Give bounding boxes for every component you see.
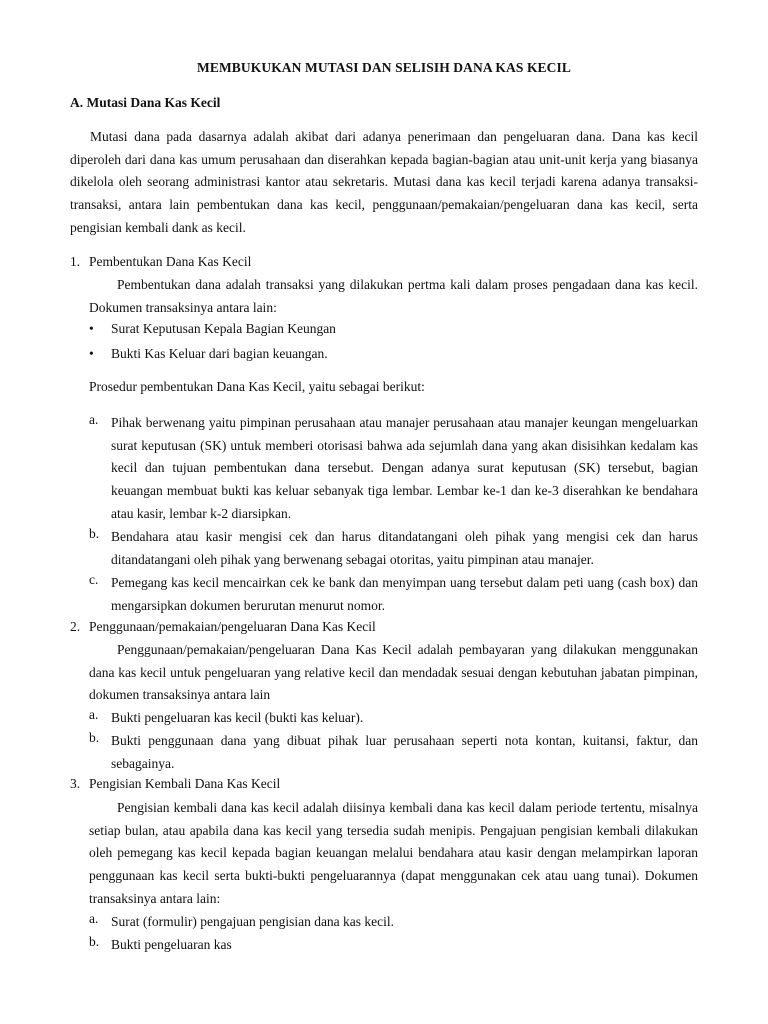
item2-number: 2. <box>70 619 81 634</box>
section-a-intro: Mutasi dana pada dasarnya adalah akibat dari adanya penerimaan dan pengeluaran dana. Dana kas kecil diperoleh dari dana kas umum perusahaan dan diserahkan kepada bagian-bagian atau unit-unit kerja yang biasanya dikelola oleh seorang administrasi kantor atau sekretaris. Mutasi dana kas kecil terjadi karena adanya transaksi-transaksi, antara lain pembentukan dana kas kecil, penggunaan/pemakaian/pengeluaran dana kas kecil, serta pengisian kembali dank as kecil. <box>70 129 698 235</box>
item2-paragraph: Penggunaan/pemakaian/pengeluaran Dana Kas Kecil adalah pembayaran yang dilakukan menggunakan dana kas kecil untuk pengeluaran yang relative kecil dan mendadak sesuai dengan kebutuhan jabatan pimpinan, dokumen transaksinya antara lain <box>89 642 698 703</box>
step-label: b. <box>89 730 100 745</box>
step-text: Surat (formulir) pengajuan pengisian dana kas kecil. <box>111 914 395 929</box>
bullet-icon: • <box>89 346 94 361</box>
item1-title: Pembentukan Dana Kas Kecil <box>89 254 252 269</box>
step-text: Bukti pengeluaran kas <box>111 937 232 952</box>
step-text: Bendahara atau kasir mengisi cek dan harus ditandatangani oleh pihak yang mengisi cek dan harus ditandatangani oleh pihak yang berwenang sebagai otoritas, yaitu pimpinan atau manajer. <box>111 529 698 567</box>
item1-paragraph: Pembentukan dana adalah transaksi yang dilakukan pertma kali dalam proses pengadaan dana kas kecil. Dokumen transaksinya antara lain: <box>89 277 698 315</box>
step-text: Bukti penggunaan dana yang dibuat pihak luar perusahaan seperti nota kontan, kuitansi, faktur, dan sebagainya. <box>111 733 698 771</box>
step-text: Pemegang kas kecil mencairkan cek ke bank dan menyimpan uang tersebut dalam peti uang (cash box) dan mengarsipkan dokumen berurutan menurut nomor. <box>111 575 698 613</box>
list-item <box>89 346 698 368</box>
bullet-text: Surat Keputusan Kepala Bagian Keungan <box>111 321 336 336</box>
step-label: a. <box>89 412 99 427</box>
document-title: MEMBUKUKAN MUTASI DAN SELISIH DANA KAS KECIL <box>197 60 571 75</box>
item3-number: 3. <box>70 776 81 791</box>
step-label: a. <box>89 707 99 722</box>
item3-paragraph: Pengisian kembali dana kas kecil adalah diisinya kembali dana kas kecil dalam periode tertentu, misalnya setiap bulan, atau apabila dana kas kecil yang tersedia sudah menipis. Pengajuan pengisian kembali dilakukan oleh pemegang kas kecil kepada bagian keuangan melalui bendahara atau kasir dengan melampirkan laporan penggunaan kas kecil serta bukti-bukti pengeluarannya (dapat menggunakan cek atau uang tunai). Dokumen transaksinya antara lain: <box>89 800 698 906</box>
step-label: b. <box>89 526 100 541</box>
bullet-icon: • <box>89 321 94 336</box>
item1-number: 1. <box>70 254 81 269</box>
step-text: Bukti pengeluaran kas kecil (bukti kas keluar). <box>111 710 364 725</box>
procedure-intro: Prosedur pembentukan Dana Kas Kecil, yaitu sebagai berikut: <box>89 379 425 394</box>
step-label: b. <box>89 934 100 949</box>
item2-title: Penggunaan/pemakaian/pengeluaran Dana Kas Kecil <box>89 619 376 634</box>
step-text: Pihak berwenang yaitu pimpinan perusahaan atau manajer perusahaan atau manajer keungan mengeluarkan surat keputusan (SK) untuk memberi otorisasi bahwa ada sejumlah dana yang akan disisihkan kedalam kas kecil dan tujuan pembentukan dana tersebut. Dengan adanya surat keputusan (SK) tersebut, bagian keuangan membuat bukti kas keluar sebanyak tiga lembar. Lembar ke-1 dan ke-3 diserahkan ke bendahara atau kasir, lembar k-2 diarsipkan. <box>111 415 698 521</box>
list-item <box>89 321 698 343</box>
step-label: c. <box>89 572 99 587</box>
item3-title: Pengisian Kembali Dana Kas Kecil <box>89 776 281 791</box>
bullet-text: Bukti Kas Keluar dari bagian keuangan. <box>111 346 328 361</box>
step-label: a. <box>89 911 99 926</box>
section-a-heading: A. Mutasi Dana Kas Kecil <box>70 95 221 110</box>
